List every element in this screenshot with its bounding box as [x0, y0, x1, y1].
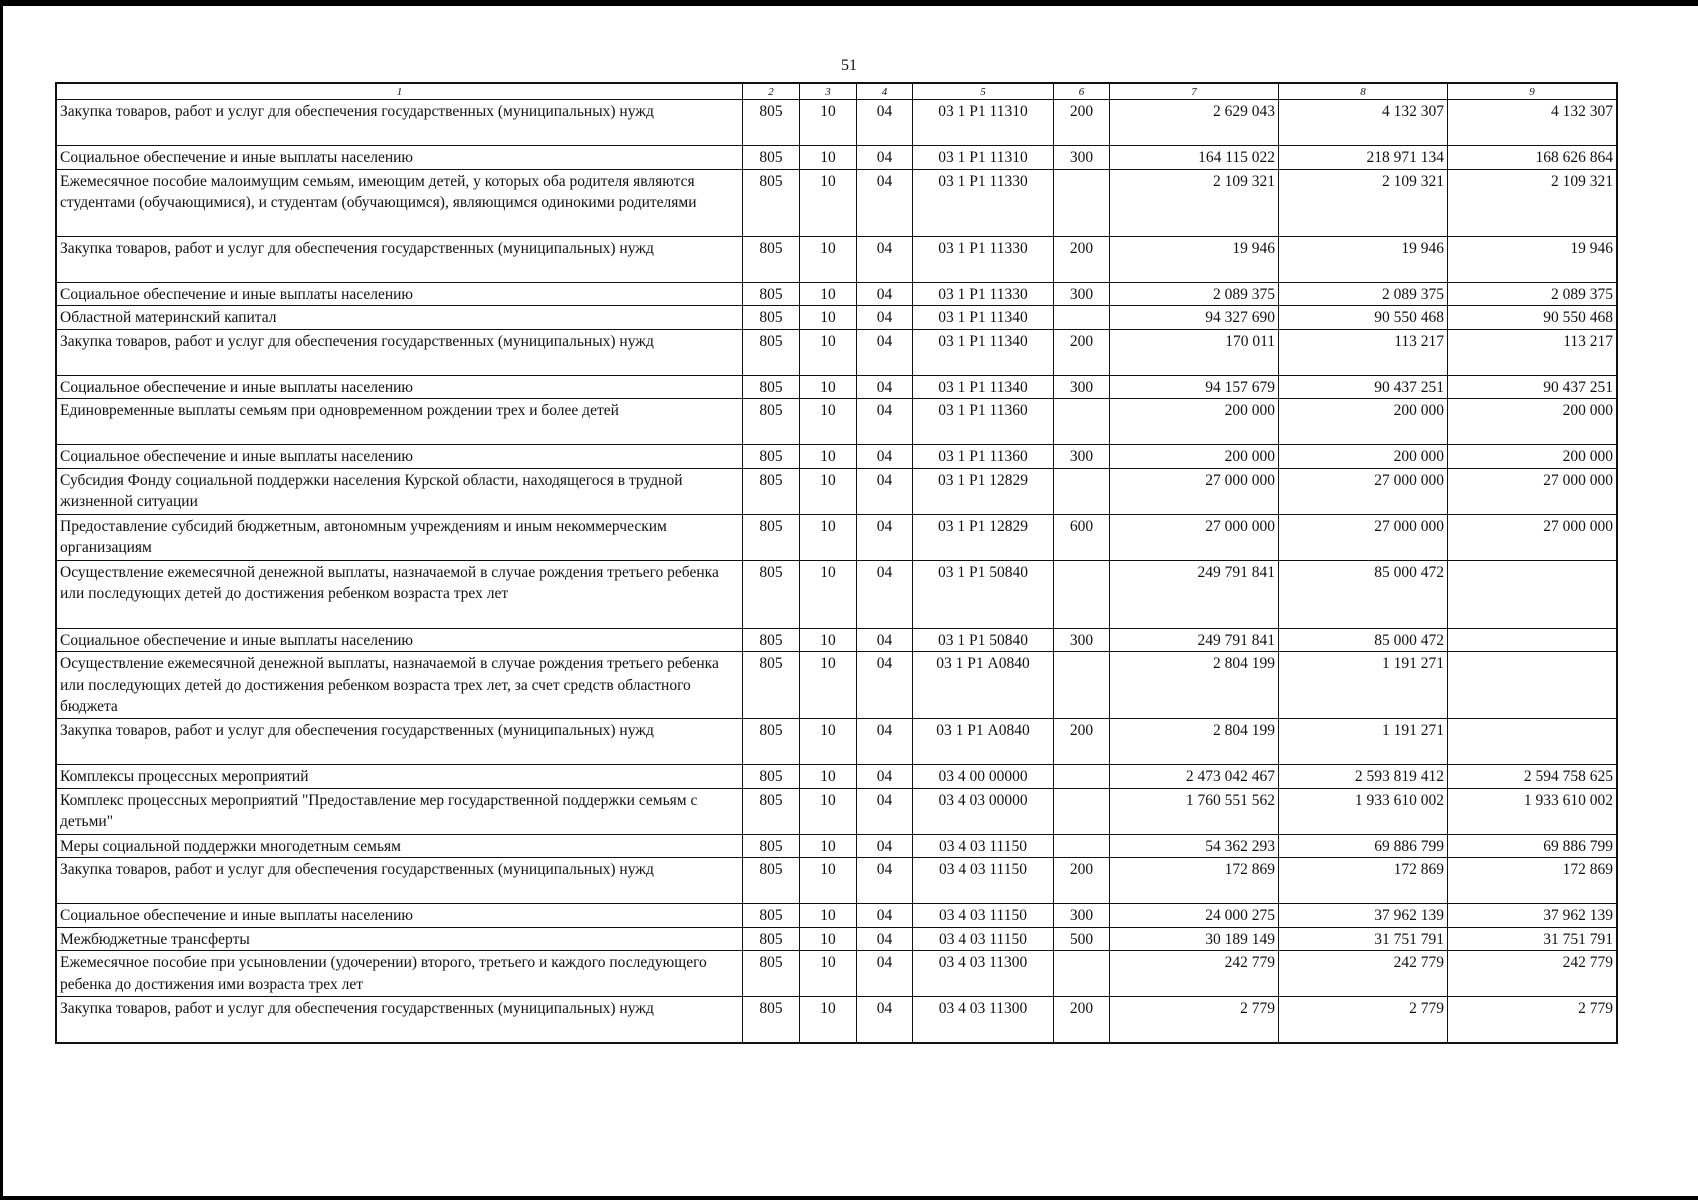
code-subsection-cell: 04 [857, 375, 913, 399]
code-target-cell: 03 1 Р1 11340 [913, 306, 1054, 330]
code-ministry-cell: 805 [743, 445, 800, 469]
item-name-cell: Социальное обеспечение и иные выплаты населению [57, 375, 743, 399]
code-expense-type-cell: 200 [1054, 236, 1110, 282]
amount-col9-cell [1448, 719, 1617, 765]
amount-col9-cell: 27 000 000 [1448, 468, 1617, 514]
code-ministry-cell: 805 [743, 765, 800, 789]
code-target-cell: 03 1 Р1 11340 [913, 375, 1054, 399]
amount-col8-cell: 19 946 [1279, 236, 1448, 282]
amount-col7-cell: 249 791 841 [1110, 628, 1279, 652]
code-target-cell: 03 4 03 11150 [913, 927, 1054, 951]
amount-col8-cell: 2 089 375 [1279, 282, 1448, 306]
table-row [57, 169, 1617, 236]
amount-col9-cell: 200 000 [1448, 399, 1617, 445]
code-expense-type-cell: 300 [1054, 445, 1110, 469]
item-name-cell: Комплекс процессных мероприятий "Предоставление мер государственной поддержки семьям с детьми" [57, 788, 743, 834]
code-target-cell: 03 1 Р1 11310 [913, 100, 1054, 146]
item-name-cell: Осуществление ежемесячной денежной выплаты, назначаемой в случае рождения третьего ребенка или последующих детей до достижения ребенком возраста трех лет, за счет средств областного бюджета [57, 652, 743, 719]
table-row [57, 236, 1617, 282]
item-name-cell: Закупка товаров, работ и услуг для обеспечения государственных (муниципальных) нужд [57, 997, 743, 1043]
amount-col8-cell: 85 000 472 [1279, 628, 1448, 652]
code-ministry-cell: 805 [743, 169, 800, 236]
code-expense-type-cell [1054, 468, 1110, 514]
amount-col8-cell: 31 751 791 [1279, 927, 1448, 951]
code-target-cell: 03 1 Р1 50840 [913, 628, 1054, 652]
code-target-cell: 03 1 Р1 12829 [913, 468, 1054, 514]
code-expense-type-cell [1054, 765, 1110, 789]
item-name-cell: Закупка товаров, работ и услуг для обеспечения государственных (муниципальных) нужд [57, 236, 743, 282]
code-ministry-cell: 805 [743, 834, 800, 858]
code-section-cell: 10 [800, 329, 857, 375]
code-subsection-cell: 04 [857, 100, 913, 146]
amount-col9-cell: 172 869 [1448, 858, 1617, 904]
code-section-cell: 10 [800, 927, 857, 951]
code-subsection-cell: 04 [857, 858, 913, 904]
code-ministry-cell: 805 [743, 788, 800, 834]
amount-col9-cell: 4 132 307 [1448, 100, 1617, 146]
amount-col8-cell: 1 191 271 [1279, 652, 1448, 719]
amount-col7-cell: 19 946 [1110, 236, 1279, 282]
code-ministry-cell: 805 [743, 100, 800, 146]
amount-col9-cell: 168 626 864 [1448, 146, 1617, 170]
code-section-cell: 10 [800, 765, 857, 789]
code-target-cell: 03 1 Р1 50840 [913, 560, 1054, 628]
amount-col7-cell: 249 791 841 [1110, 560, 1279, 628]
code-target-cell: 03 1 Р1 11340 [913, 329, 1054, 375]
item-name-cell: Осуществление ежемесячной денежной выплаты, назначаемой в случае рождения третьего ребенка или последующих детей до достижения ребенком возраста трех лет [57, 560, 743, 628]
code-subsection-cell: 04 [857, 652, 913, 719]
table-row [57, 858, 1617, 904]
code-subsection-cell: 04 [857, 834, 913, 858]
column-header: 2 [743, 84, 800, 100]
code-ministry-cell: 805 [743, 951, 800, 997]
item-name-cell: Единовременные выплаты семьям при одновременном рождении трех и более детей [57, 399, 743, 445]
column-header: 9 [1448, 84, 1617, 100]
code-expense-type-cell: 600 [1054, 514, 1110, 560]
amount-col9-cell [1448, 652, 1617, 719]
column-header: 7 [1110, 84, 1279, 100]
table-row [57, 997, 1617, 1043]
code-target-cell: 03 1 Р1 11330 [913, 282, 1054, 306]
code-expense-type-cell [1054, 169, 1110, 236]
amount-col8-cell: 85 000 472 [1279, 560, 1448, 628]
amount-col7-cell: 2 779 [1110, 997, 1279, 1043]
code-section-cell: 10 [800, 514, 857, 560]
code-expense-type-cell: 200 [1054, 858, 1110, 904]
amount-col8-cell: 2 109 321 [1279, 169, 1448, 236]
amount-col8-cell: 172 869 [1279, 858, 1448, 904]
amount-col8-cell: 90 437 251 [1279, 375, 1448, 399]
code-section-cell: 10 [800, 858, 857, 904]
code-section-cell: 10 [800, 169, 857, 236]
code-target-cell: 03 4 00 00000 [913, 765, 1054, 789]
table-row [57, 951, 1617, 997]
amount-col8-cell: 218 971 134 [1279, 146, 1448, 170]
code-section-cell: 10 [800, 306, 857, 330]
amount-col9-cell [1448, 628, 1617, 652]
item-name-cell: Социальное обеспечение и иные выплаты населению [57, 904, 743, 928]
code-ministry-cell: 805 [743, 719, 800, 765]
amount-col9-cell: 69 886 799 [1448, 834, 1617, 858]
code-subsection-cell: 04 [857, 468, 913, 514]
code-ministry-cell: 805 [743, 282, 800, 306]
amount-col8-cell: 2 593 819 412 [1279, 765, 1448, 789]
item-name-cell: Ежемесячное пособие малоимущим семьям, имеющим детей, у которых оба родителя являются студентами (обучающимися), и студентам (обучающимся), являющимся одинокими родителями [57, 169, 743, 236]
amount-col9-cell: 2 594 758 625 [1448, 765, 1617, 789]
amount-col9-cell: 31 751 791 [1448, 927, 1617, 951]
table-row [57, 399, 1617, 445]
amount-col7-cell: 200 000 [1110, 445, 1279, 469]
table-row [57, 927, 1617, 951]
amount-col8-cell: 69 886 799 [1279, 834, 1448, 858]
amount-col7-cell: 27 000 000 [1110, 514, 1279, 560]
amount-col7-cell: 24 000 275 [1110, 904, 1279, 928]
table-row [57, 652, 1617, 719]
table-row [57, 834, 1617, 858]
code-expense-type-cell: 200 [1054, 100, 1110, 146]
code-subsection-cell: 04 [857, 146, 913, 170]
code-section-cell: 10 [800, 468, 857, 514]
code-target-cell: 03 4 03 00000 [913, 788, 1054, 834]
item-name-cell: Субсидия Фонду социальной поддержки населения Курской области, находящегося в трудной жизненной ситуации [57, 468, 743, 514]
amount-col9-cell: 90 550 468 [1448, 306, 1617, 330]
column-header: 6 [1054, 84, 1110, 100]
code-ministry-cell: 805 [743, 399, 800, 445]
amount-col8-cell: 1 933 610 002 [1279, 788, 1448, 834]
column-header: 8 [1279, 84, 1448, 100]
column-header: 4 [857, 84, 913, 100]
table-row [57, 628, 1617, 652]
code-subsection-cell: 04 [857, 329, 913, 375]
amount-col9-cell: 90 437 251 [1448, 375, 1617, 399]
code-expense-type-cell [1054, 306, 1110, 330]
page-number: 51 [841, 57, 857, 74]
code-ministry-cell: 805 [743, 236, 800, 282]
code-subsection-cell: 04 [857, 904, 913, 928]
table-row [57, 560, 1617, 628]
code-section-cell: 10 [800, 100, 857, 146]
table-row [57, 282, 1617, 306]
code-ministry-cell: 805 [743, 560, 800, 628]
item-name-cell: Закупка товаров, работ и услуг для обеспечения государственных (муниципальных) нужд [57, 858, 743, 904]
amount-col8-cell: 2 779 [1279, 997, 1448, 1043]
amount-col9-cell: 113 217 [1448, 329, 1617, 375]
code-section-cell: 10 [800, 652, 857, 719]
code-section-cell: 10 [800, 628, 857, 652]
amount-col7-cell: 164 115 022 [1110, 146, 1279, 170]
code-target-cell: 03 4 03 11300 [913, 997, 1054, 1043]
code-subsection-cell: 04 [857, 628, 913, 652]
amount-col9-cell: 37 962 139 [1448, 904, 1617, 928]
table-row [57, 306, 1617, 330]
table-row [57, 375, 1617, 399]
code-section-cell: 10 [800, 375, 857, 399]
amount-col7-cell: 2 473 042 467 [1110, 765, 1279, 789]
table-row [57, 468, 1617, 514]
code-expense-type-cell [1054, 652, 1110, 719]
item-name-cell: Социальное обеспечение и иные выплаты населению [57, 282, 743, 306]
item-name-cell: Закупка товаров, работ и услуг для обеспечения государственных (муниципальных) нужд [57, 100, 743, 146]
code-target-cell: 03 1 Р1 А0840 [913, 719, 1054, 765]
code-target-cell: 03 1 Р1 11360 [913, 445, 1054, 469]
code-target-cell: 03 4 03 11300 [913, 951, 1054, 997]
code-subsection-cell: 04 [857, 514, 913, 560]
code-expense-type-cell: 300 [1054, 282, 1110, 306]
amount-col8-cell: 113 217 [1279, 329, 1448, 375]
code-expense-type-cell: 300 [1054, 375, 1110, 399]
item-name-cell: Межбюджетные трансферты [57, 927, 743, 951]
amount-col9-cell: 2 089 375 [1448, 282, 1617, 306]
amount-col7-cell: 172 869 [1110, 858, 1279, 904]
code-section-cell: 10 [800, 282, 857, 306]
scan-edge-bottom [0, 1196, 1698, 1200]
table-row [57, 904, 1617, 928]
code-ministry-cell: 805 [743, 329, 800, 375]
budget-table [56, 83, 1617, 1043]
code-expense-type-cell [1054, 399, 1110, 445]
amount-col7-cell: 2 804 199 [1110, 652, 1279, 719]
code-subsection-cell: 04 [857, 765, 913, 789]
code-ministry-cell: 805 [743, 652, 800, 719]
amount-col7-cell: 94 327 690 [1110, 306, 1279, 330]
table-row [57, 788, 1617, 834]
code-section-cell: 10 [800, 951, 857, 997]
amount-col8-cell: 242 779 [1279, 951, 1448, 997]
table-row [57, 100, 1617, 146]
code-subsection-cell: 04 [857, 951, 913, 997]
amount-col9-cell: 242 779 [1448, 951, 1617, 997]
code-target-cell: 03 4 03 11150 [913, 834, 1054, 858]
amount-col7-cell: 2 804 199 [1110, 719, 1279, 765]
table-row [57, 445, 1617, 469]
amount-col7-cell: 2 629 043 [1110, 100, 1279, 146]
code-subsection-cell: 04 [857, 306, 913, 330]
amount-col9-cell: 1 933 610 002 [1448, 788, 1617, 834]
amount-col9-cell: 2 109 321 [1448, 169, 1617, 236]
amount-col7-cell: 170 011 [1110, 329, 1279, 375]
amount-col8-cell: 4 132 307 [1279, 100, 1448, 146]
code-subsection-cell: 04 [857, 169, 913, 236]
column-header: 5 [913, 84, 1054, 100]
code-target-cell: 03 1 Р1 11310 [913, 146, 1054, 170]
code-subsection-cell: 04 [857, 282, 913, 306]
amount-col9-cell: 2 779 [1448, 997, 1617, 1043]
amount-col7-cell: 2 089 375 [1110, 282, 1279, 306]
code-ministry-cell: 805 [743, 628, 800, 652]
code-expense-type-cell: 200 [1054, 719, 1110, 765]
code-expense-type-cell [1054, 834, 1110, 858]
code-ministry-cell: 805 [743, 514, 800, 560]
amount-col7-cell: 30 189 149 [1110, 927, 1279, 951]
amount-col8-cell: 90 550 468 [1279, 306, 1448, 330]
item-name-cell: Областной материнский капитал [57, 306, 743, 330]
item-name-cell: Комплексы процессных мероприятий [57, 765, 743, 789]
code-ministry-cell: 805 [743, 858, 800, 904]
item-name-cell: Социальное обеспечение и иные выплаты населению [57, 146, 743, 170]
code-section-cell: 10 [800, 719, 857, 765]
code-expense-type-cell [1054, 560, 1110, 628]
amount-col8-cell: 27 000 000 [1279, 514, 1448, 560]
scan-edge-top [0, 0, 1698, 6]
table-row [57, 146, 1617, 170]
code-expense-type-cell: 300 [1054, 146, 1110, 170]
code-expense-type-cell [1054, 951, 1110, 997]
code-target-cell: 03 4 03 11150 [913, 858, 1054, 904]
item-name-cell: Предоставление субсидий бюджетным, автономным учреждениям и иным некоммерческим организациям [57, 514, 743, 560]
code-subsection-cell: 04 [857, 445, 913, 469]
code-expense-type-cell: 200 [1054, 997, 1110, 1043]
code-section-cell: 10 [800, 904, 857, 928]
code-section-cell: 10 [800, 399, 857, 445]
code-section-cell: 10 [800, 146, 857, 170]
code-ministry-cell: 805 [743, 904, 800, 928]
amount-col7-cell: 94 157 679 [1110, 375, 1279, 399]
amount-col8-cell: 1 191 271 [1279, 719, 1448, 765]
code-section-cell: 10 [800, 445, 857, 469]
code-target-cell: 03 1 Р1 11330 [913, 169, 1054, 236]
amount-col8-cell: 200 000 [1279, 445, 1448, 469]
code-expense-type-cell: 500 [1054, 927, 1110, 951]
code-target-cell: 03 1 Р1 А0840 [913, 652, 1054, 719]
item-name-cell: Закупка товаров, работ и услуг для обеспечения государственных (муниципальных) нужд [57, 719, 743, 765]
amount-col7-cell: 200 000 [1110, 399, 1279, 445]
code-expense-type-cell: 300 [1054, 904, 1110, 928]
amount-col9-cell: 27 000 000 [1448, 514, 1617, 560]
code-ministry-cell: 805 [743, 146, 800, 170]
table-row [57, 329, 1617, 375]
code-subsection-cell: 04 [857, 399, 913, 445]
amount-col8-cell: 27 000 000 [1279, 468, 1448, 514]
code-ministry-cell: 805 [743, 375, 800, 399]
amount-col9-cell [1448, 560, 1617, 628]
amount-col9-cell: 19 946 [1448, 236, 1617, 282]
code-ministry-cell: 805 [743, 306, 800, 330]
column-header: 1 [57, 84, 743, 100]
code-section-cell: 10 [800, 788, 857, 834]
code-section-cell: 10 [800, 997, 857, 1043]
amount-col7-cell: 242 779 [1110, 951, 1279, 997]
code-subsection-cell: 04 [857, 788, 913, 834]
item-name-cell: Меры социальной поддержки многодетным семьям [57, 834, 743, 858]
amount-col7-cell: 54 362 293 [1110, 834, 1279, 858]
column-number-row [57, 84, 1617, 100]
item-name-cell: Социальное обеспечение и иные выплаты населению [57, 445, 743, 469]
table-body [57, 100, 1617, 1043]
code-ministry-cell: 805 [743, 927, 800, 951]
amount-col8-cell: 37 962 139 [1279, 904, 1448, 928]
code-expense-type-cell [1054, 788, 1110, 834]
code-ministry-cell: 805 [743, 997, 800, 1043]
code-subsection-cell: 04 [857, 997, 913, 1043]
amount-col8-cell: 200 000 [1279, 399, 1448, 445]
code-expense-type-cell: 200 [1054, 329, 1110, 375]
table-row [57, 514, 1617, 560]
code-target-cell: 03 1 Р1 11360 [913, 399, 1054, 445]
table-row [57, 765, 1617, 789]
code-ministry-cell: 805 [743, 468, 800, 514]
code-subsection-cell: 04 [857, 927, 913, 951]
amount-col7-cell: 27 000 000 [1110, 468, 1279, 514]
code-subsection-cell: 04 [857, 719, 913, 765]
table-row [57, 719, 1617, 765]
code-subsection-cell: 04 [857, 560, 913, 628]
scan-edge-left [0, 0, 3, 1200]
item-name-cell: Социальное обеспечение и иные выплаты населению [57, 628, 743, 652]
code-section-cell: 10 [800, 560, 857, 628]
amount-col7-cell: 2 109 321 [1110, 169, 1279, 236]
column-header: 3 [800, 84, 857, 100]
code-target-cell: 03 4 03 11150 [913, 904, 1054, 928]
code-section-cell: 10 [800, 834, 857, 858]
code-subsection-cell: 04 [857, 236, 913, 282]
amount-col9-cell: 200 000 [1448, 445, 1617, 469]
code-target-cell: 03 1 Р1 12829 [913, 514, 1054, 560]
item-name-cell: Закупка товаров, работ и услуг для обеспечения государственных (муниципальных) нужд [57, 329, 743, 375]
code-target-cell: 03 1 Р1 11330 [913, 236, 1054, 282]
code-section-cell: 10 [800, 236, 857, 282]
code-expense-type-cell: 300 [1054, 628, 1110, 652]
amount-col7-cell: 1 760 551 562 [1110, 788, 1279, 834]
item-name-cell: Ежемесячное пособие при усыновлении (удочерении) второго, третьего и каждого последующего ребенка до достижения ими возраста трех лет [57, 951, 743, 997]
